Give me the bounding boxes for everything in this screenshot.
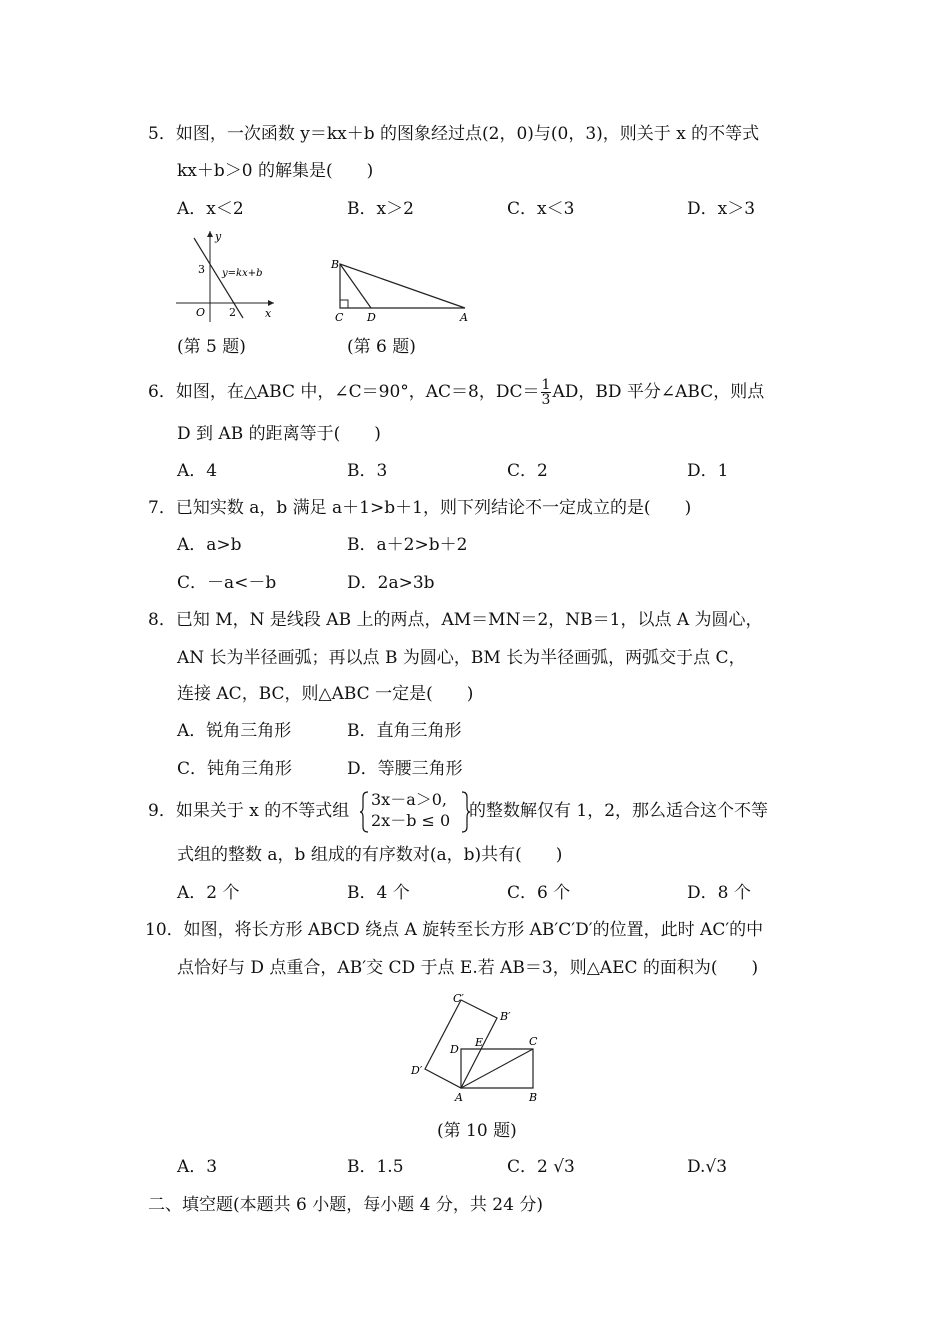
- q9-line1-text-b: 的整数解仅有 1，2，那么适合这个不等: [469, 801, 769, 821]
- q5-line2: kx＋b＞0 的解集是( ): [177, 161, 374, 181]
- q9-system-line2: 2x－b ≤ 0: [371, 811, 451, 830]
- q9-option-d: D．8 个: [687, 883, 751, 903]
- q8-option-c: C．钝角三角形: [177, 759, 293, 779]
- q10-vertex-a: A: [455, 1091, 463, 1104]
- q5-x-tick-label: 2: [229, 306, 236, 319]
- q6-line1-text-b: AD，BD 平分∠ABC，则点: [552, 382, 765, 402]
- q9-left-brace: [360, 791, 370, 833]
- q6-figure-caption: (第 6 题): [347, 337, 416, 357]
- q8-option-a: A．锐角三角形: [177, 721, 292, 741]
- q8-line1: 8．已知 M，N 是线段 AB 上的两点，AM＝MN＝2，NB＝1，以点 A 为圆心，: [148, 610, 763, 630]
- q6-vertex-a: A: [460, 311, 468, 324]
- q6-vertex-c: C: [335, 311, 344, 324]
- q10-line1: 10．如图，将长方形 ABCD 绕点 A 旋转至长方形 AB′C′D′的位置，此时 AC′的中: [145, 920, 764, 940]
- q10-option-a: A．3: [177, 1157, 218, 1177]
- q9-line2: 式组的整数 a，b 组成的有序数对(a，b)共有( ): [177, 845, 563, 865]
- q5-y-axis-label: y: [215, 230, 222, 243]
- q6-line2: D 到 AB 的距离等于( ): [177, 424, 381, 444]
- q5-option-d: D．x＞3: [687, 199, 756, 219]
- q6-option-c: C．2: [507, 461, 548, 481]
- q9-option-a: A．2 个: [177, 883, 240, 903]
- q10-option-c: C．2 √3: [507, 1157, 575, 1177]
- q5-function-graph: [170, 226, 285, 326]
- q6-option-b: B．3: [347, 461, 388, 481]
- q5-line1: 5．如图，一次函数 y＝kx＋b 的图象经过点(2，0)与(0，3)，则关于 x 的不等式: [148, 124, 760, 144]
- q7-line1: 7．已知实数 a，b 满足 a＋1>b＋1，则下列结论不一定成立的是( ): [148, 498, 692, 518]
- q7-option-c: C．－a<－b: [177, 573, 277, 593]
- q6-line1: [148, 378, 764, 407]
- q9-option-c: C．6 个: [507, 883, 571, 903]
- q7-option-b: B．a＋2>b＋2: [347, 535, 468, 555]
- q6-triangle-figure: [325, 254, 475, 324]
- q8-option-d: D．等腰三角形: [347, 759, 463, 779]
- q7-option-a: A．a>b: [177, 535, 242, 555]
- q5-option-b: B．x＞2: [347, 199, 414, 219]
- q10-rotated-rectangle-figure: [405, 990, 555, 1105]
- q5-line-label: y=kx+b: [222, 268, 263, 279]
- q10-vertex-c-prime: C′: [453, 992, 464, 1005]
- section2-title: 二、填空题(本题共 6 小题，每小题 4 分，共 24 分): [148, 1195, 543, 1215]
- q5-option-c: C．x＜3: [507, 199, 575, 219]
- q9-system-line1: 3x－a＞0,: [371, 790, 448, 809]
- q6-point-d: D: [367, 311, 376, 324]
- q10-figure-caption: (第 10 题): [437, 1121, 517, 1141]
- q6-line1-text-a: 6．如图，在△ABC 中，∠C＝90°，AC＝8，DC＝: [148, 382, 540, 402]
- q10-vertex-d: D: [450, 1043, 459, 1056]
- q6-option-a: A．4: [177, 461, 218, 481]
- q9-line1-text-a: 9．如果关于 x 的不等式组: [148, 801, 350, 821]
- q8-line3: 连接 AC，BC，则△ABC 一定是( ): [177, 684, 474, 704]
- q5-origin-label: O: [196, 306, 206, 319]
- q6-fraction: [541, 378, 552, 407]
- q10-vertex-c: C: [529, 1035, 538, 1048]
- q6-option-d: D．1: [687, 461, 729, 481]
- q7-option-d: D．2a>3b: [347, 573, 435, 593]
- q10-vertex-b: B: [529, 1091, 538, 1104]
- q10-point-e: E: [475, 1036, 484, 1049]
- q8-line2: AN 长为半径画弧；再以点 B 为圆心，BM 长为半径画弧，两弧交于点 C，: [177, 648, 746, 668]
- q9-option-b: B．4 个: [347, 883, 410, 903]
- q6-fraction-denominator: 3: [541, 392, 551, 408]
- q6-fraction-numerator: 1: [541, 377, 551, 393]
- q6-vertex-b: B: [331, 258, 340, 271]
- q8-option-b: B．直角三角形: [347, 721, 462, 741]
- q10-option-d: D.√3: [687, 1157, 728, 1177]
- q5-y-tick-label: 3: [198, 263, 205, 276]
- q10-vertex-b-prime: B′: [500, 1010, 511, 1023]
- q5-option-a: A．x＜2: [177, 199, 244, 219]
- q10-vertex-d-prime: D′: [411, 1064, 423, 1077]
- q10-line2: 点恰好与 D 点重合，AB′交 CD 于点 E.若 AB＝3，则△AEC 的面积为( ): [177, 958, 759, 978]
- q5-x-axis-label: x: [265, 307, 272, 320]
- q10-option-b: B．1.5: [347, 1157, 404, 1177]
- q5-figure-caption: (第 5 题): [177, 337, 246, 357]
